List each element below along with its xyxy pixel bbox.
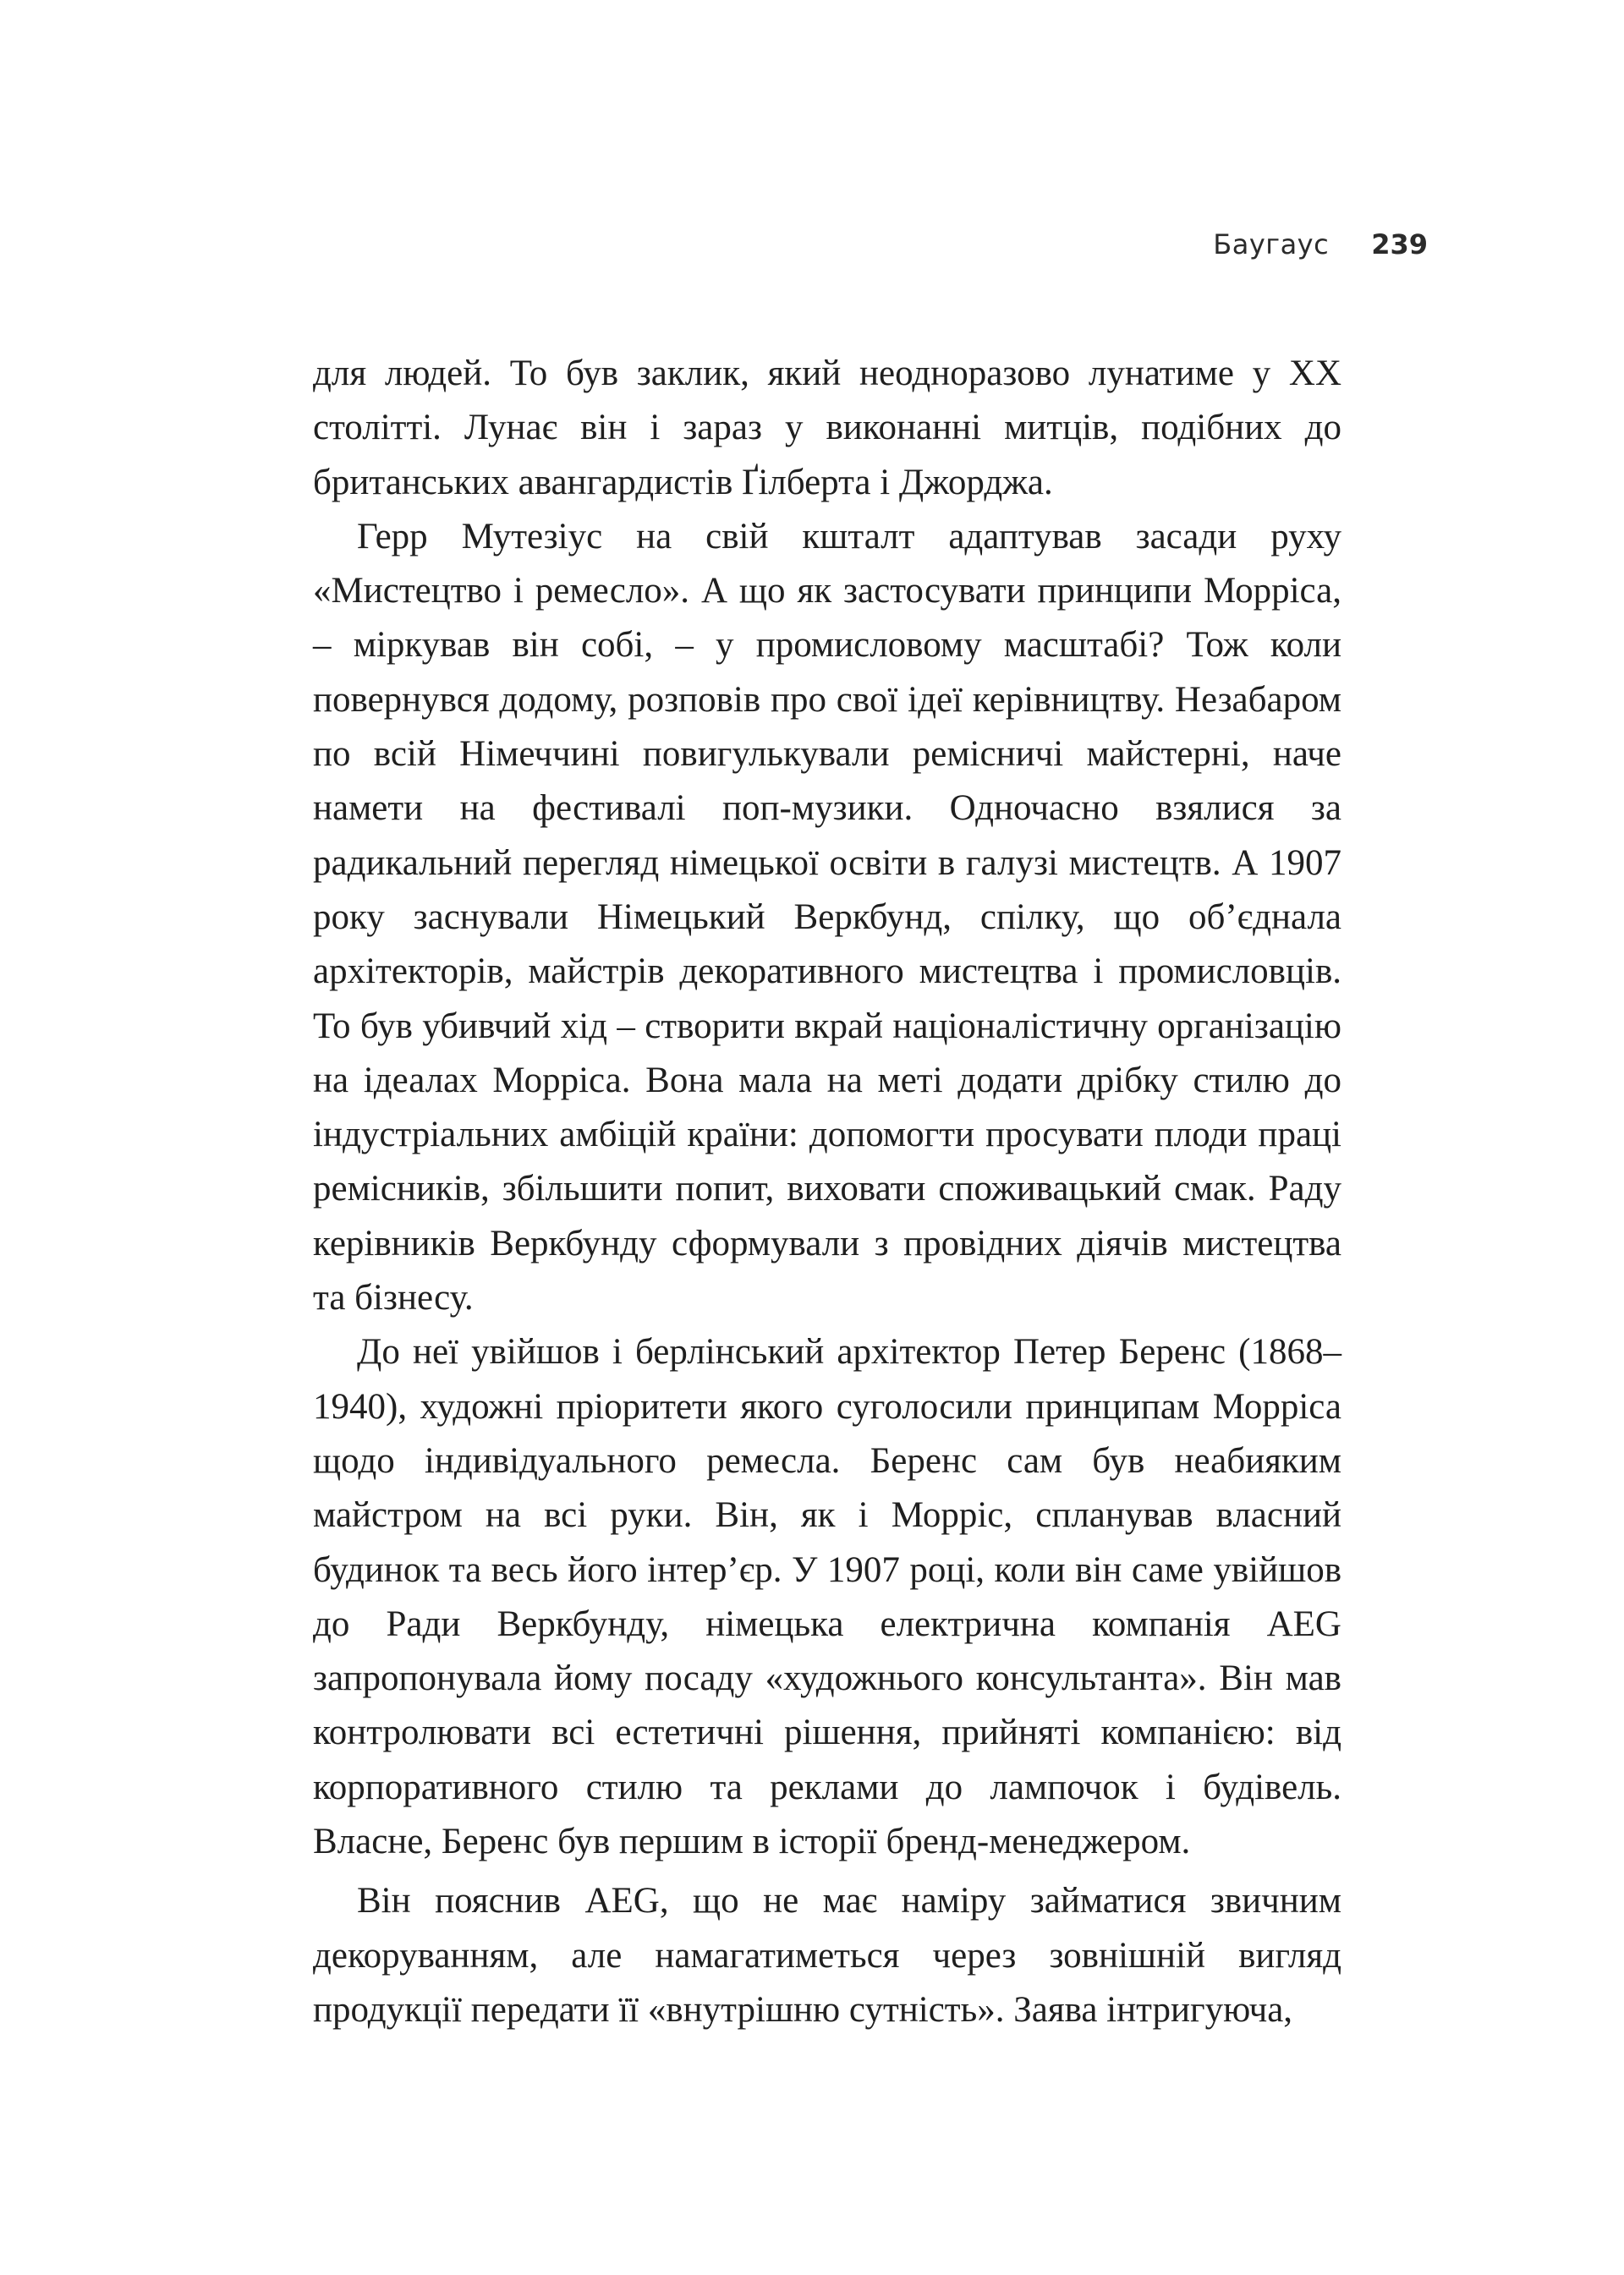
- paragraph: Він пояснив AEG, що не має наміру займатися звичним декоруванням, але намагатиметься через зовнішній вигляд продукції передати її «внутрішню сутність». Заява інтригуюча,: [313, 1881, 1341, 2030]
- paragraph: Герр Мутезіус на свій кшталт адаптував засади руху «Мистецтво і ремесло». А що як застосувати принципи Морріса, – міркував він собі, – у промисловому масштабі? Тож коли повернувся додому, розповів про свої ідеї керівництву. Незабаром по всій Німеччині повигулькували ремісничі майстерні, наче намети на фестивалі поп-музики. Одночасно взялися за радикальний перегляд німецької освіти в галузі мистецтв. А 1907 року заснували Німецький Веркбунд, спілку, що об’єднала архітекторів, майстрів декоративного мистецтва і промисловців. То був убивчий хід – створити вкрай націоналістичну організацію на ідеалах Морріса. Вона мала на меті додати дрібку стилю до індустріальних амбіцій країни: допомогти просувати плоди праці ремісників, збільшити попит, виховати споживацький смак. Раду керівників Веркбунду сформували з провідних діячів мистецтва та бізнесу.: [313, 516, 1341, 1318]
- page-number: 239: [1371, 228, 1428, 260]
- paragraph-continued: для людей. То був заклик, який неодноразово лунатиме у ХХ столітті. Лунає він і зараз у виконанні митців, подібних до британських авангардистів Ґілберта і Джорджа.: [313, 354, 1341, 502]
- body-text: [313, 347, 1341, 2037]
- running-title: Баугаус: [1213, 228, 1330, 260]
- paragraph: До неї увійшов і берлінський архітектор Петер Беренс (1868–1940), художні пріоритети якого суголосили принципам Морріса щодо індивідуального ремесла. Беренс сам був неабияким майстром на всі руки. Він, як і Морріс, спланував власний будинок та весь його інтер’єр. У 1907 році, коли він саме увійшов до Ради Веркбунду, німецька електрична компанія AEG запропонувала йому посаду «художнього консультанта». Він мав контролювати всі естетичні рішення, прийняті компанією: від корпоративного стилю та реклами до лампочок і будівель. Власне, Беренс був першим в історії бренд-менеджером.: [313, 1332, 1341, 1862]
- running-head: [1213, 228, 1428, 271]
